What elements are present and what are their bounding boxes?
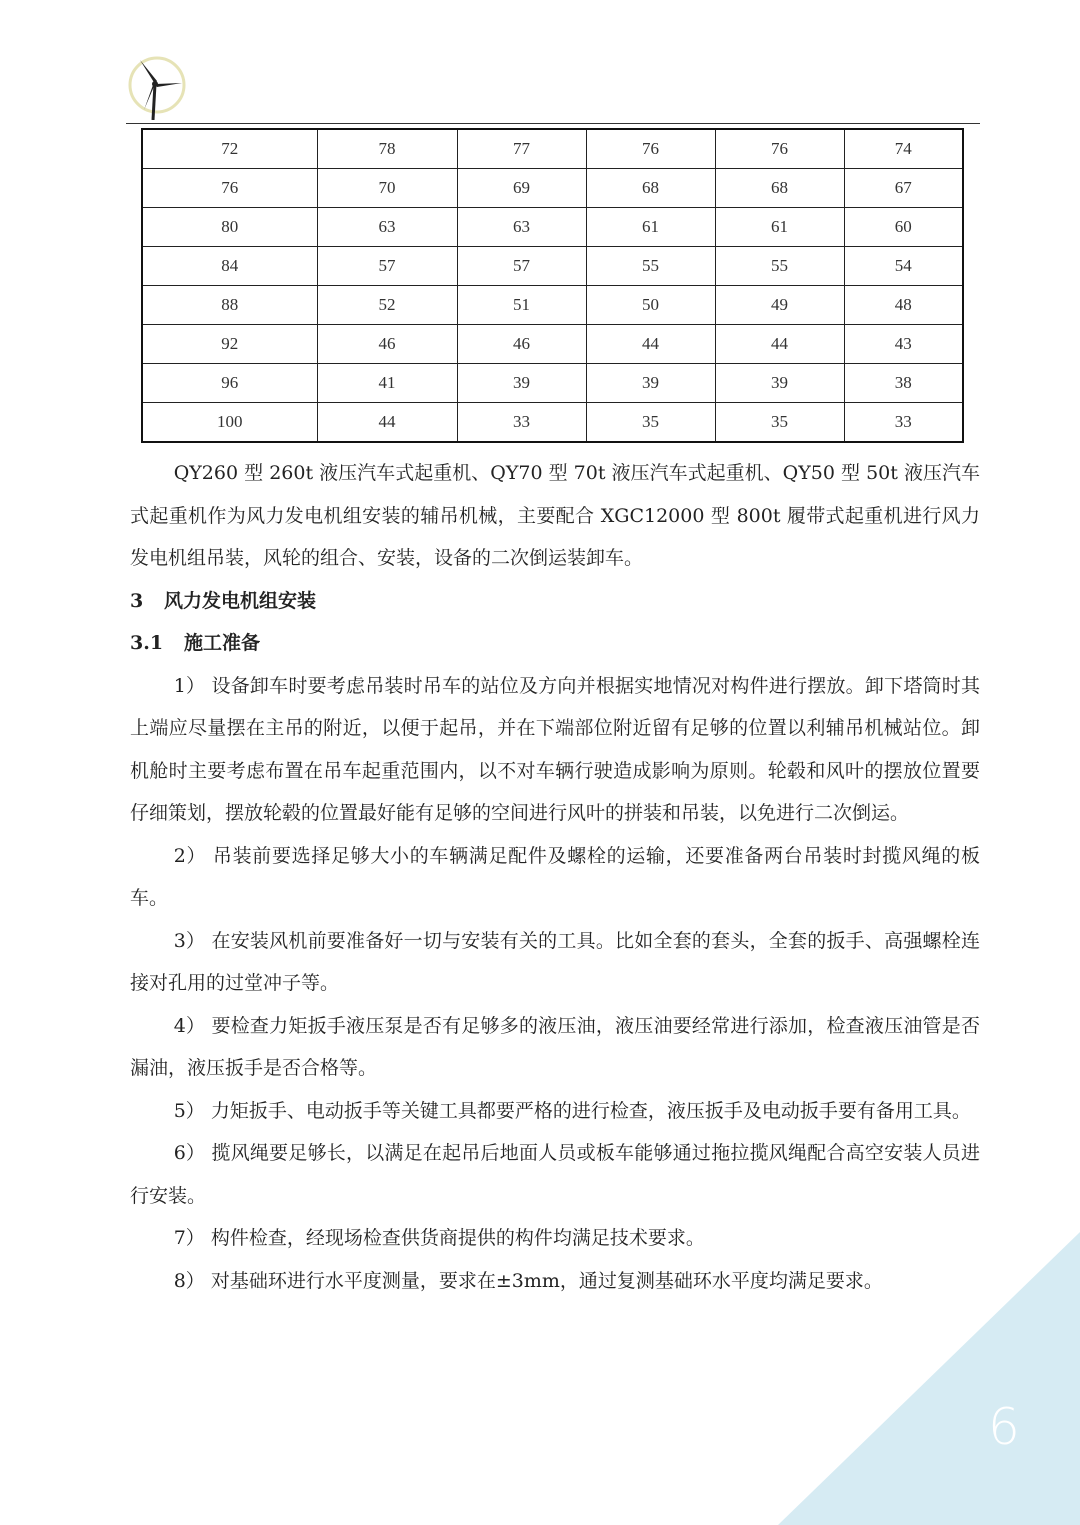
intro-paragraph: QY260 型 260t 液压汽车式起重机、QY70 型 70t 液压汽车式起重机、QY50 型 50t 液压汽车式起重机作为风力发电机组安装的辅吊机械，主要配合 XGC12000 型 800t 履带式起重机进行风力发电机组吊装，风轮的组合、安装，设备的二次倒运装卸车。 xyxy=(130,462,980,569)
table-cell: 38 xyxy=(844,364,963,403)
table-row xyxy=(142,286,963,325)
table-cell: 57 xyxy=(457,247,586,286)
table-cell: 68 xyxy=(715,169,844,208)
table-cell: 55 xyxy=(715,247,844,286)
table-cell: 39 xyxy=(586,364,715,403)
table-cell: 39 xyxy=(457,364,586,403)
table-cell: 67 xyxy=(844,169,963,208)
table-cell: 46 xyxy=(317,325,457,364)
list-item: 5） 力矩扳手、电动扳手等关键工具都要严格的进行检查，液压扳手及电动扳手要有备用工具。 xyxy=(173,1099,971,1122)
table-cell: 74 xyxy=(844,129,963,169)
page-number: 6 xyxy=(988,1398,1020,1456)
subsection-heading xyxy=(130,622,980,665)
table-cell: 100 xyxy=(142,403,317,443)
table-cell: 51 xyxy=(457,286,586,325)
table-cell: 44 xyxy=(586,325,715,364)
table-row xyxy=(142,325,963,364)
table-cell: 63 xyxy=(457,208,586,247)
table-cell: 49 xyxy=(715,286,844,325)
table-cell: 55 xyxy=(586,247,715,286)
list-item: 7） 构件检查，经现场检查供货商提供的构件均满足技术要求。 xyxy=(173,1227,705,1249)
list-item: 4） 要检查力矩扳手液压泵是否有足够多的液压油，液压油要经常进行添加，检查液压油管是否漏油，液压扳手是否合格等。 xyxy=(130,1014,980,1079)
corner-decoration xyxy=(778,1232,1080,1525)
table-cell: 44 xyxy=(715,325,844,364)
wind-turbine-logo xyxy=(126,54,188,120)
table-cell: 76 xyxy=(142,169,317,208)
table-cell: 63 xyxy=(317,208,457,247)
table-cell: 77 xyxy=(457,129,586,169)
table-cell: 46 xyxy=(457,325,586,364)
section-number: 3 xyxy=(130,589,144,612)
section-heading xyxy=(130,580,980,623)
table-cell: 41 xyxy=(317,364,457,403)
body-text xyxy=(130,452,980,1302)
table-row xyxy=(142,208,963,247)
subsection-number: 3.1 xyxy=(130,632,164,654)
table-cell: 68 xyxy=(586,169,715,208)
table-cell: 60 xyxy=(844,208,963,247)
list-item: 6） 揽风绳要足够长，以满足在起吊后地面人员或板车能够通过拖拉揽风绳配合高空安装人员进行安装。 xyxy=(130,1142,980,1207)
table-cell: 44 xyxy=(317,403,457,443)
table-row xyxy=(142,247,963,286)
table-cell: 92 xyxy=(142,325,317,364)
header-rule xyxy=(126,123,980,124)
subsection-title: 施工准备 xyxy=(184,632,261,654)
table-cell: 76 xyxy=(715,129,844,169)
table-cell: 48 xyxy=(844,286,963,325)
table-cell: 33 xyxy=(844,403,963,443)
table-cell: 96 xyxy=(142,364,317,403)
table-cell: 33 xyxy=(457,403,586,443)
crane-load-table xyxy=(141,128,964,443)
table-cell: 43 xyxy=(844,325,963,364)
table-cell: 61 xyxy=(586,208,715,247)
table-cell: 76 xyxy=(586,129,715,169)
table-cell: 72 xyxy=(142,129,317,169)
table-cell: 35 xyxy=(586,403,715,443)
section-title: 风力发电机组安装 xyxy=(164,589,317,612)
list-item: 8） 对基础环进行水平度测量，要求在±3mm，通过复测基础环水平度均满足要求。 xyxy=(173,1269,883,1292)
table-cell: 78 xyxy=(317,129,457,169)
table-row xyxy=(142,129,963,169)
table-cell: 61 xyxy=(715,208,844,247)
table-cell: 52 xyxy=(317,286,457,325)
table-cell: 84 xyxy=(142,247,317,286)
table-cell: 80 xyxy=(142,208,317,247)
table-cell: 35 xyxy=(715,403,844,443)
table-row xyxy=(142,364,963,403)
table-cell: 70 xyxy=(317,169,457,208)
table-cell: 54 xyxy=(844,247,963,286)
table-cell: 50 xyxy=(586,286,715,325)
table-cell: 69 xyxy=(457,169,586,208)
table-cell: 39 xyxy=(715,364,844,403)
table-row xyxy=(142,403,963,443)
list-item: 2） 吊装前要选择足够大小的车辆满足配件及螺栓的运输，还要准备两台吊装时封揽风绳的板车。 xyxy=(130,844,980,909)
list-item: 1） 设备卸车时要考虑吊装时吊车的站位及方向并根据实地情况对构件进行摆放。卸下塔筒时其上端应尽量摆在主吊的附近，以便于起吊，并在下端部位附近留有足够的位置以利辅吊机械站位。卸机舱时主要考虑布置在吊车起重范围内，以不对车辆行驶造成影响为原则。轮毂和风叶的摆放位置要仔细策划，摆放轮毂的位置最好能有足够的空间进行风叶的拼装和吊装，以免进行二次倒运。 xyxy=(130,674,980,824)
list-item: 3） 在安装风机前要准备好一切与安装有关的工具。比如全套的套头，全套的扳手、高强螺栓连接对孔用的过堂冲子等。 xyxy=(130,929,980,994)
table-cell: 57 xyxy=(317,247,457,286)
table-row xyxy=(142,169,963,208)
table-cell: 88 xyxy=(142,286,317,325)
